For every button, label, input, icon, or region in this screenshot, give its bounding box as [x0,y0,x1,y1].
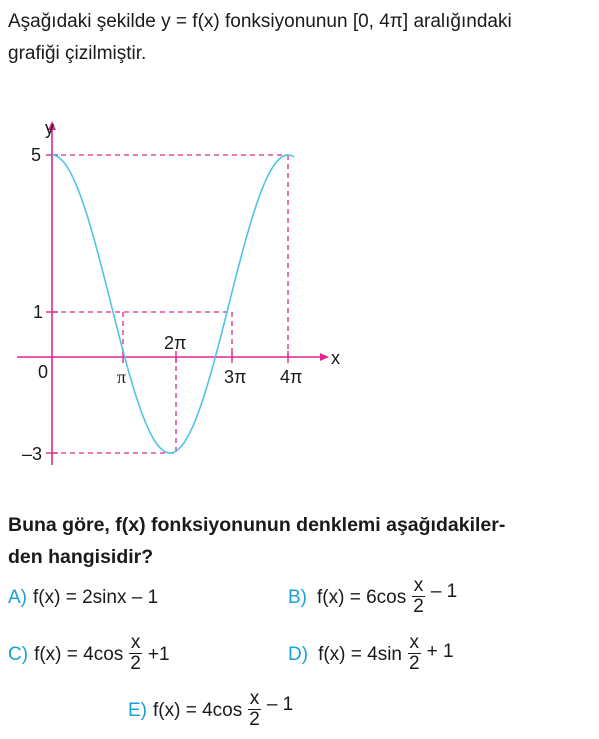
x-tick-pi: π [117,367,127,387]
option-a-letter: A) [8,587,27,608]
guide-lines [52,155,288,453]
function-graph [0,110,360,480]
option-b-fraction: $\frac{x}{2}$ [413,574,424,617]
option-d-letter: D) [288,644,309,665]
axes [17,121,329,465]
x-tick-3pi: 3π [224,367,247,387]
statement-line-1: Aşağıdaki şekilde y = f(x) fonksiyonunun [0, 4π] aralığındaki [8,11,512,32]
option-a-text: f(x) = 2sinx – 1 [33,587,159,608]
x-tick-2pi: 2π [164,333,187,353]
option-c-post: +1 [147,644,170,665]
x-axis-label: x [331,348,340,368]
question-line-2: den hangisidir? [8,546,154,568]
x-axis-arrow [320,353,329,361]
option-c[interactable] [8,631,170,679]
option-e[interactable] [128,687,293,735]
option-e-post: – 1 [266,694,294,715]
statement-line-2: grafiği çizilmiştir. [8,43,147,64]
option-d-pre: f(x) = 4sin [318,644,403,665]
y-tick-1: 1 [33,302,44,322]
option-e-pre: f(x) = 4cos [153,700,243,721]
origin-label: 0 [38,362,49,382]
option-a[interactable] [8,574,158,622]
option-b[interactable] [288,574,457,622]
option-d-post: + 1 [426,641,454,662]
option-b-pre: f(x) = 6cos [317,587,407,608]
function-curve [52,155,294,453]
option-c-pre: f(x) = 4cos [34,644,124,665]
y-axis-label: y [45,118,54,138]
option-b-post: – 1 [430,581,458,602]
problem-statement [8,6,593,70]
option-d[interactable] [288,631,454,679]
option-e-letter: E) [128,700,147,721]
option-c-fraction: $\frac{x}{2}$ [130,631,141,674]
x-tick-4pi: 4π [280,367,303,387]
option-d-fraction: $\frac{x}{2}$ [409,631,420,674]
y-tick-neg3: –3 [22,444,43,464]
question-text [8,509,596,573]
y-tick-5: 5 [31,145,42,165]
option-c-letter: C) [8,644,29,665]
option-b-letter: B) [288,587,307,608]
question-line-1: Buna göre, f(x) fonksiyonunun denklemi aşağıdakiler- [8,514,506,536]
option-e-fraction: $\frac{x}{2}$ [249,687,260,730]
